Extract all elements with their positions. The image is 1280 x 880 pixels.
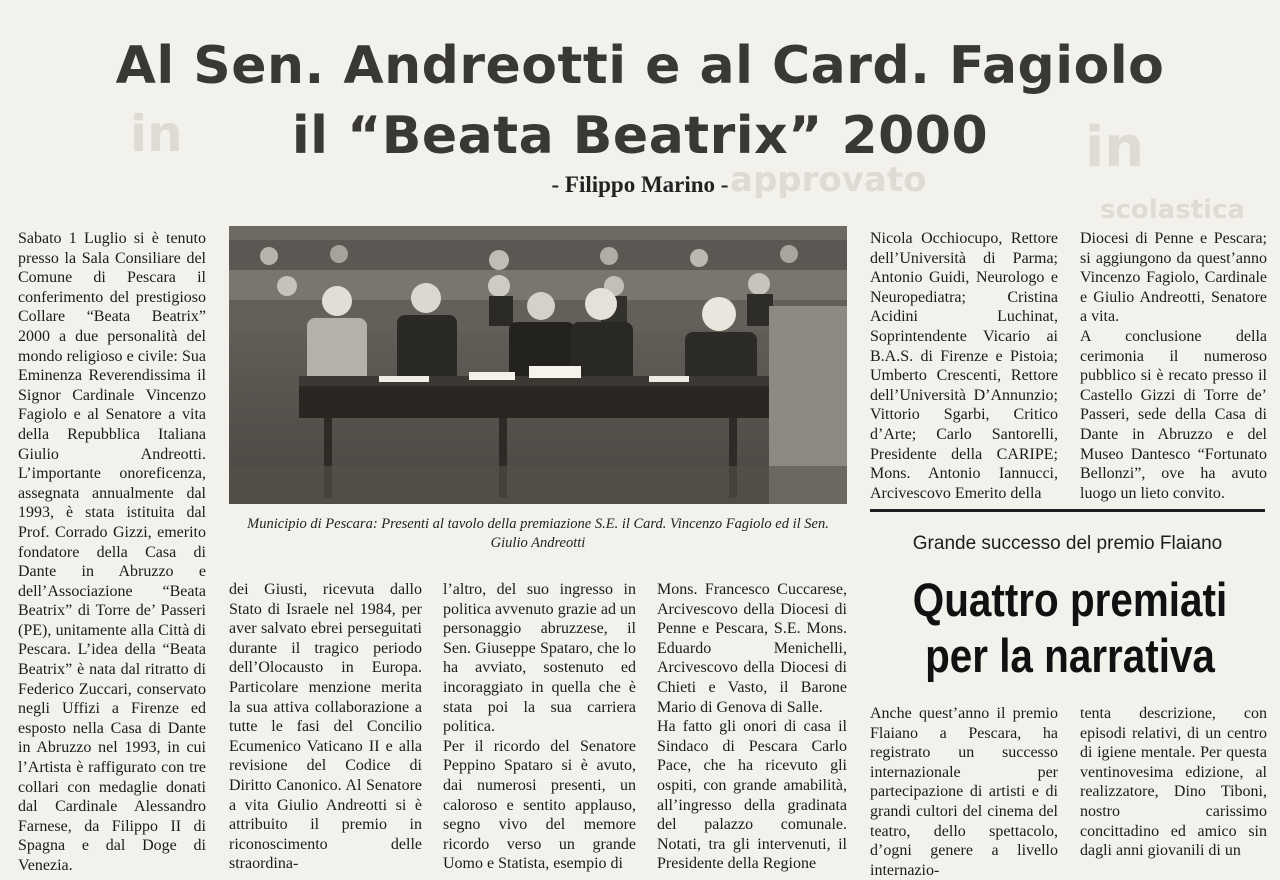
paragraph: Sabato 1 Luglio si è tenuto presso la Sala Consiliare del Comune di Pescara il conferimento del prestigioso Collare “Beata Beatrix” 2000 a due personalità del mondo religioso e civile: Sua Eminenza Reverendissima il Signor Cardinale Vincenzo Fagiolo e al Senatore a vita della Repubblica Italiana Giulio Andreotti. L’importante onoreficenza, assegnata annualmente dal 1993, è stata istituita dal Prof. Corrado Gizzi, emerito fondatore della Casa di Dante in Abruzzo e dell’Associazione “Beata Beatrix” di Torre de’ Passeri (PE), unitamente alla Città di Pescara. L’idea della “Beata Beatrix” è nata dal ritratto di Federico Zuccari, conservato negli Uffizi a Firenze ed esposto nella Casa di Dante in Abruzzo nel 1993, in cui l’Artista è raffigurato con tre collari con medaglie donati dal Cardinale Alessandro Farnese, da Filippo II di Spagna e dal Doge di Venezia.: [18, 230, 206, 874]
sidebar-kicker: Grande successo del premio Flaiano: [912, 533, 1223, 554]
sidebar-title: [898, 572, 1242, 684]
article-column-4: [657, 580, 847, 873]
sidebar-title-line-2: per la narrativa: [925, 629, 1215, 682]
paragraph: Ha fatto gli onori di casa il Sindaco di Pescara Carlo Pace, che ha ricevuto gli ospiti, con grande amabilità, all’ingresso della gradinata del palazzo comunale. Notati, tra gli intervenuti, il Presidente della Regione: [657, 718, 847, 873]
sidebar-column-1: [870, 704, 1058, 879]
paragraph: A conclusione della cerimonia il numeroso pubblico si è recato presso il Castello Gizzi di Torre de’ Passeri, sede della Casa di Dante in Abruzzo e del Museo Dantesco “Fortunato Bellonzi”, ove ha avuto luogo un lieto convito.: [1080, 327, 1267, 502]
paragraph: l’altro, del suo ingresso in politica avvenuto grazie ad un personaggio abruzzese, il Sen. Giuseppe Spataro, che lo ha avviato, sostenuto ed incoraggiato in quella che è stata poi la sua carriera politica.: [443, 581, 636, 736]
article-column-6: [1080, 229, 1267, 502]
bleed-through-text: scolastica: [1100, 195, 1245, 225]
article-column-5: [870, 229, 1058, 502]
sidebar-title-line-1: Quattro premiati: [912, 573, 1228, 626]
headline-line-1: Al Sen. Andreotti e al Card. Fagiolo: [115, 36, 1165, 96]
ceremony-photo: [229, 226, 847, 504]
article-column-2: [229, 580, 422, 873]
paragraph: Mons. Francesco Cuccarese, Arcivescovo della Diocesi di Penne e Pescara, S.E. Mons. Eduardo Menichelli, Arcivescovo della Diocesi di Chieti e Vasto, il Barone Mario di Genova di Salle.: [657, 581, 847, 716]
bleed-through-text: approvato: [730, 160, 927, 200]
byline: - Filippo Marino -: [551, 172, 729, 197]
bleed-through-text: in: [1085, 115, 1145, 180]
paragraph: Nicola Occhiocupo, Rettore dell’Università di Parma; Antonio Guidi, Neurologo e Neuropediatra; Cristina Acidini Luchinat, Soprintendente Vicario ai B.A.S. di Firenze e Pistoia; Umberto Crescenti, Rettore dell’Università D’Annunzio; Vittorio Sgarbi, Critico d’Arte; Carlo Santorelli, Presidente della CARIPE; Mons. Antonio Iannucci, Arcivescovo Emerito della: [870, 230, 1058, 502]
paragraph: Anche quest’anno il premio Flaiano a Pescara, ha registrato un successo internazionale per partecipazione di artisti e di grandi cultori del cinema del teatro, dello spettacolo, d’ogni genere a livello internazio-: [870, 705, 1058, 879]
sidebar-column-2: [1080, 704, 1267, 860]
paragraph: Diocesi di Penne e Pescara; si aggiungono da quest’anno Vincenzo Fagiolo, Cardinale e Giulio Andreotti, Senatore a vita.: [1080, 230, 1267, 326]
bleed-through-text: in: [130, 105, 183, 163]
paragraph: tenta descrizione, con episodi relativi, di un centro di igiene mentale. Per questa ventinovesima edizione, al realizzatore, Dino Tiboni, nostro carissimo concittadino ed amico sin dagli anni giovanili di un: [1080, 705, 1267, 860]
article-column-1: [18, 229, 206, 874]
paragraph: dei Giusti, ricevuta dallo Stato di Israele nel 1984, per aver salvato ebrei perseguitati durante il tragico periodo dell’Olocausto in Europa. Particolare menzione merita la sua attiva collaborazione a tutte le fasi del Concilio Ecumenico Vaticano II e alla revisione del Codice di Diritto Canonico. Al Senatore a vita Giulio Andreotti si è attribuito il premio in riconoscimento delle straordina-: [229, 581, 422, 873]
photo-caption: Municipio di Pescara: Presenti al tavolo della premiazione S.E. il Card. Vincenzo Fagiolo ed il Sen. Giulio Andreotti: [247, 516, 829, 551]
paragraph: Per il ricordo del Senatore Peppino Spataro si è avuto, dai numerosi presenti, un caloroso e sentito applauso, segno vivo del memore ricordo verso un grande Uomo e Statista, esempio di: [443, 737, 636, 873]
section-divider: [870, 509, 1265, 512]
article-column-3: [443, 580, 636, 873]
headline-line-2: il “Beata Beatrix” 2000: [291, 106, 989, 166]
